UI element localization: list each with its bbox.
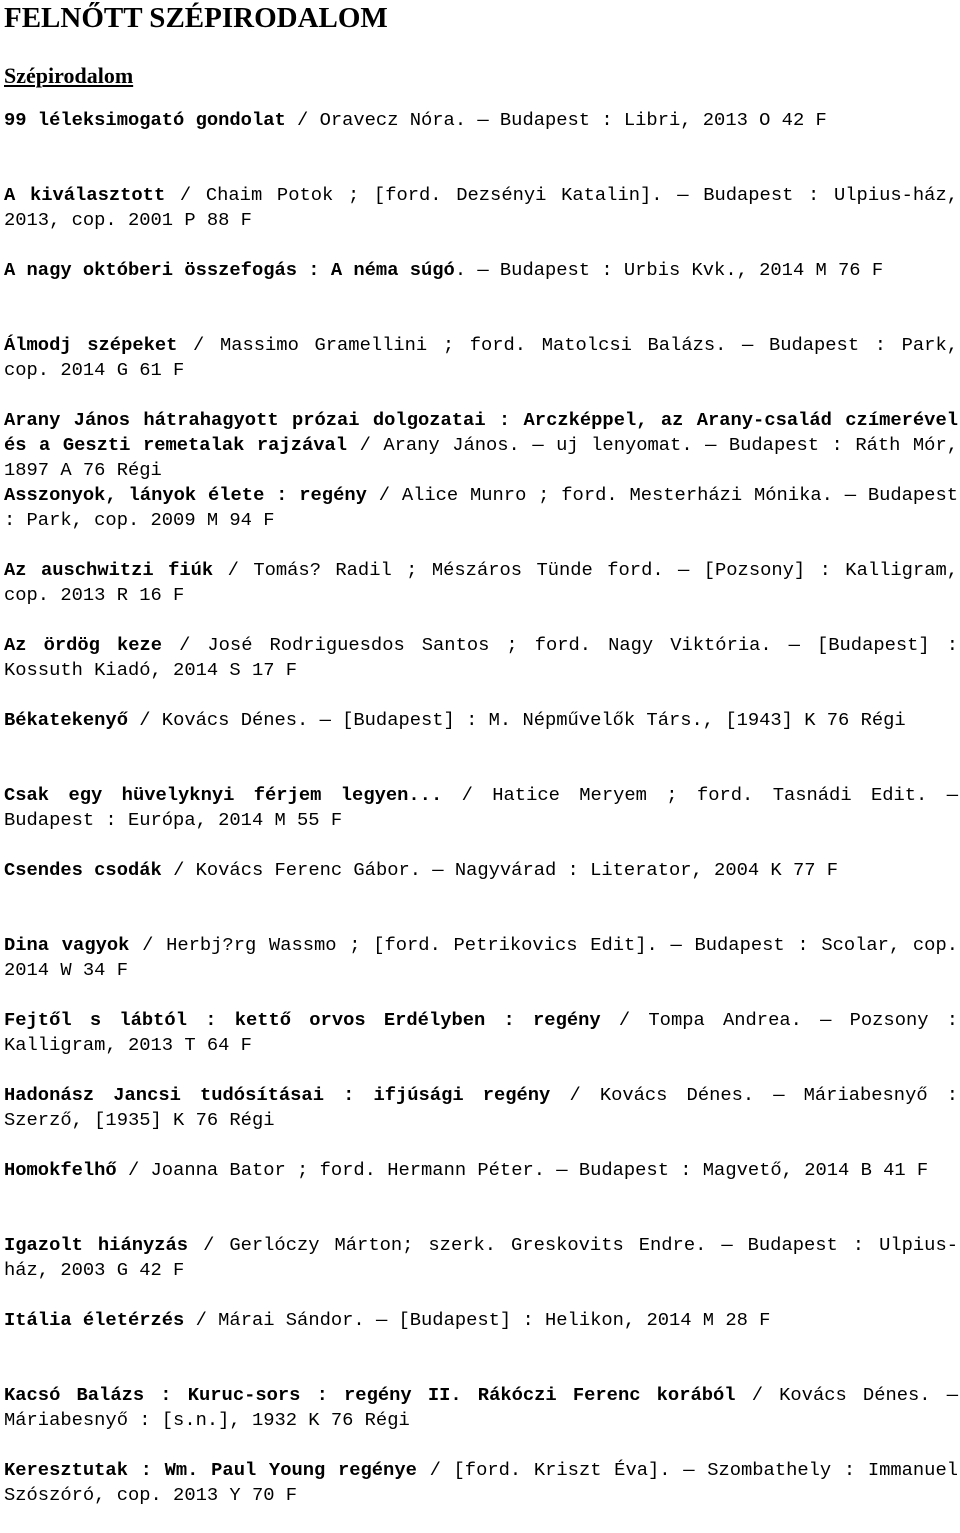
list-item	[4, 1158, 958, 1208]
list-item	[4, 858, 958, 908]
list-item	[4, 633, 958, 683]
book-details: / Hatice Meryem ; ford. Tasnádi Edit. — Budapest : Európa, 2014 M 55 F	[4, 784, 958, 831]
book-details: . — Budapest : Urbis Kvk., 2014 M 76 F	[454, 259, 884, 281]
list-item	[4, 183, 958, 233]
list-item	[4, 483, 958, 533]
book-title: Az ördög keze	[4, 634, 163, 656]
book-details: / Alice Munro ; ford. Mesterházi Mónika. — Budapest : Park, cop. 2009 M 94 F	[4, 484, 958, 531]
book-title: Álmodj szépeket	[4, 334, 178, 356]
book-title: Csendes csodák	[4, 859, 162, 881]
list-item	[4, 933, 958, 983]
book-title: Békatekenyő	[4, 709, 128, 731]
book-details: / José Rodriguesdos Santos ; ford. Nagy Viktória. — [Budapest] : Kossuth Kiadó, 2014 S 17 F	[4, 634, 958, 681]
book-title: Igazolt hiányzás	[4, 1234, 189, 1256]
book-details: / Chaim Potok ; [ford. Dezsényi Katalin]. — Budapest : Ulpius-ház, 2013, cop. 2001 P 88 F	[4, 184, 958, 231]
book-title: 99 léleksimogató gondolat	[4, 109, 286, 131]
list-item	[4, 1383, 958, 1433]
book-title: Homokfelhő	[4, 1159, 117, 1181]
book-title: Dina vagyok	[4, 934, 130, 956]
book-title: A nagy októberi összefogás : A néma súgó	[4, 259, 455, 281]
list-item	[4, 1233, 958, 1283]
list-item	[4, 783, 958, 833]
book-details: / Kovács Dénes. — Máriabesnyő : [s.n.], 1932 K 76 Régi	[4, 1384, 958, 1431]
list-item	[4, 1083, 958, 1133]
book-details: / Kovács Dénes. — Máriabesnyő : Szerző, [1935] K 76 Régi	[4, 1084, 958, 1131]
list-item	[4, 708, 958, 758]
book-list	[4, 108, 958, 1508]
page-heading: FELNŐTT SZÉPIRODALOM	[4, 2, 388, 34]
book-details: / Kovács Dénes. — [Budapest] : M. Népművelők Társ., [1943] K 76 Régi	[127, 709, 906, 731]
book-title: Az auschwitzi fiúk	[4, 559, 214, 581]
list-item	[4, 408, 958, 481]
book-details: / Massimo Gramellini ; ford. Matolcsi Balázs. — Budapest : Park, cop. 2014 G 61 F	[4, 334, 958, 381]
book-title: A kiválasztott	[4, 184, 166, 206]
list-item	[4, 558, 958, 608]
book-title: Asszonyok, lányok élete : regény	[4, 484, 367, 506]
book-details: / Oravecz Nóra. — Budapest : Libri, 2013 O 42 F	[285, 109, 827, 131]
book-title: Kacsó Balázs : Kuruc-sors : regény II. Rákóczi Ferenc korából	[4, 1384, 736, 1406]
book-details: / [ford. Kriszt Éva]. — Szombathely : Immanuel Szószóró, cop. 2013 Y 70 F	[4, 1459, 958, 1506]
book-title: Hadonász Jancsi tudósításai : ifjúsági regény	[4, 1084, 551, 1106]
book-title: Fejtől s lábtól : kettő orvos Erdélyben : regény	[4, 1009, 601, 1031]
book-details: / Joanna Bator ; ford. Hermann Péter. — Budapest : Magvető, 2014 B 41 F	[116, 1159, 929, 1181]
book-details: / Gerlóczy Márton; szerk. Greskovits Endre. — Budapest : Ulpius-ház, 2003 G 42 F	[4, 1234, 958, 1281]
list-item	[4, 333, 958, 383]
book-details: / Herbj?rg Wassmo ; [ford. Petrikovics Edit]. — Budapest : Scolar, cop. 2014 W 34 F	[4, 934, 958, 981]
book-details: / Tompa Andrea. — Pozsony : Kalligram, 2013 T 64 F	[4, 1009, 959, 1056]
list-item	[4, 1458, 958, 1508]
book-details: / Márai Sándor. — [Budapest] : Helikon, 2014 M 28 F	[184, 1309, 771, 1331]
book-title: Arany János hátrahagyott prózai dolgozatai : Arczképpel, az Arany-család czímerével és a Geszti remetalak rajzával	[4, 409, 958, 456]
section-heading: Szépirodalom	[4, 63, 134, 88]
book-title: Itália életérzés	[4, 1309, 185, 1331]
book-title: Keresztutak : Wm. Paul Young regénye	[4, 1459, 417, 1481]
book-details: / Arany János. — uj lenyomat. — Budapest : Ráth Mór, 1897 A 76 Régi	[4, 434, 958, 481]
list-item	[4, 1308, 958, 1358]
list-item	[4, 258, 958, 308]
document-page	[4, 0, 958, 1533]
book-title: Csak egy hüvelyknyi férjem legyen...	[4, 784, 443, 806]
list-item	[4, 1008, 958, 1058]
book-details: / Kovács Ferenc Gábor. — Nagyvárad : Literator, 2004 K 77 F	[161, 859, 839, 881]
book-details: / Tomás? Radil ; Mészáros Tünde ford. — [Pozsony] : Kalligram, cop. 2013 R 16 F	[4, 559, 959, 606]
list-item	[4, 108, 958, 158]
